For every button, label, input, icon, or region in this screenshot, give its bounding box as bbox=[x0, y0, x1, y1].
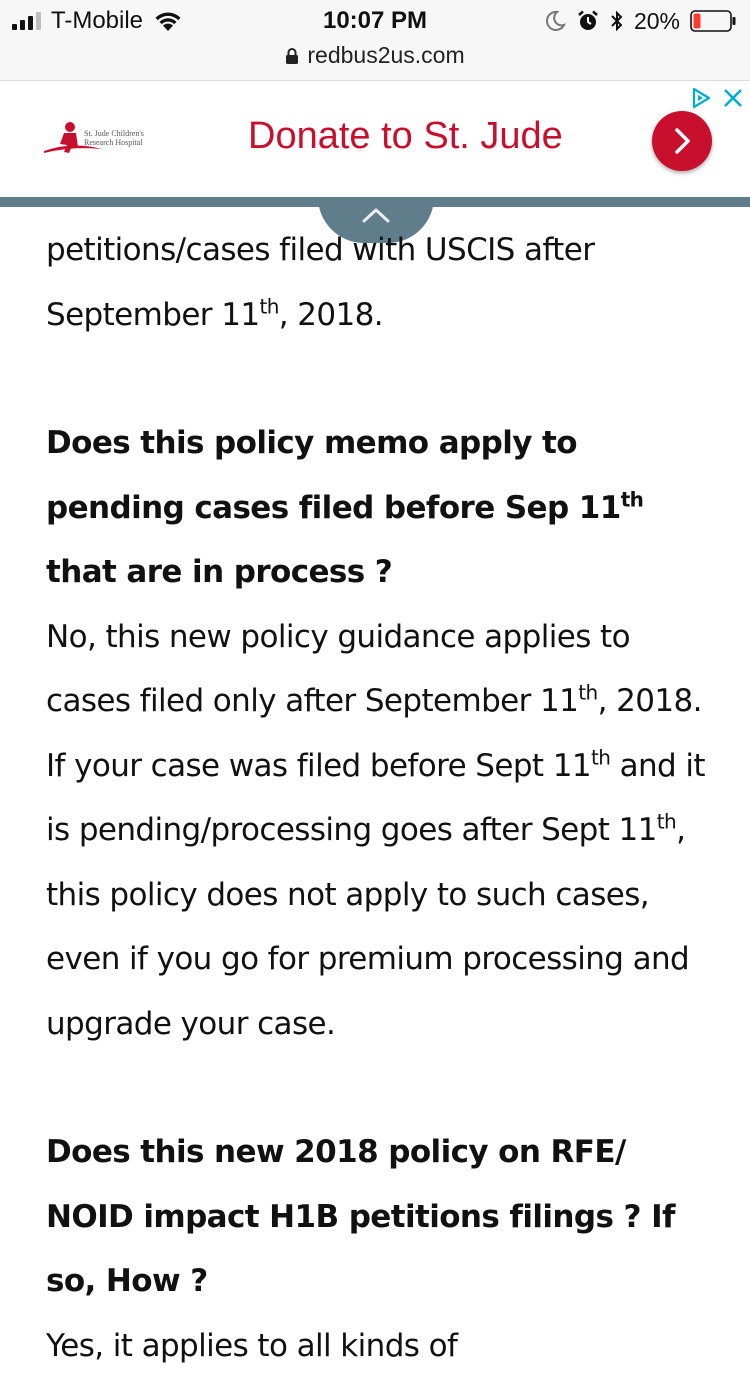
close-icon[interactable] bbox=[722, 87, 744, 109]
article-body bbox=[46, 218, 716, 1378]
address-bar[interactable] bbox=[0, 42, 750, 69]
battery-icon bbox=[690, 10, 736, 32]
alarm-icon bbox=[576, 9, 600, 33]
url-text: redbus2us.com bbox=[307, 42, 464, 69]
answer-paragraph: Yes, it applies to all kinds of bbox=[46, 1314, 716, 1378]
status-right bbox=[544, 8, 736, 34]
bluetooth-icon bbox=[610, 9, 624, 33]
carrier-name: T-Mobile bbox=[51, 7, 143, 35]
answer-paragraph: No, this new policy guidance applies to cases filed only after September 11th, 2018. If your case was filed before Sept 11th and it is pending/processing goes after Sept 11th, this policy does not apply to such cases, even if you go for premium processing and upgrade your case. bbox=[46, 605, 716, 1057]
status-bar bbox=[0, 0, 750, 80]
chevron-right-icon bbox=[652, 111, 712, 171]
status-time: 10:07 PM bbox=[0, 7, 750, 35]
ad-banner[interactable] bbox=[0, 80, 750, 199]
question-heading: Does this policy memo apply to pending cases filed before Sep 11th that are in process ? bbox=[46, 411, 716, 605]
ad-headline[interactable]: Donate to St. Jude bbox=[248, 115, 563, 158]
lock-icon bbox=[285, 47, 299, 65]
paragraph: petitions/cases filed with USCIS after September 11th, 2018. bbox=[46, 218, 716, 347]
question-heading: Does this new 2018 policy on RFE/ NOID impact H1B petitions filings ? If so, How ? bbox=[46, 1120, 716, 1314]
moon-icon bbox=[544, 10, 566, 32]
ad-go-button[interactable] bbox=[652, 111, 712, 171]
ad-choices-icon[interactable] bbox=[690, 87, 712, 109]
logo-text: St. Jude Children's Research Hospital bbox=[84, 129, 144, 147]
battery-percent: 20% bbox=[634, 8, 680, 35]
